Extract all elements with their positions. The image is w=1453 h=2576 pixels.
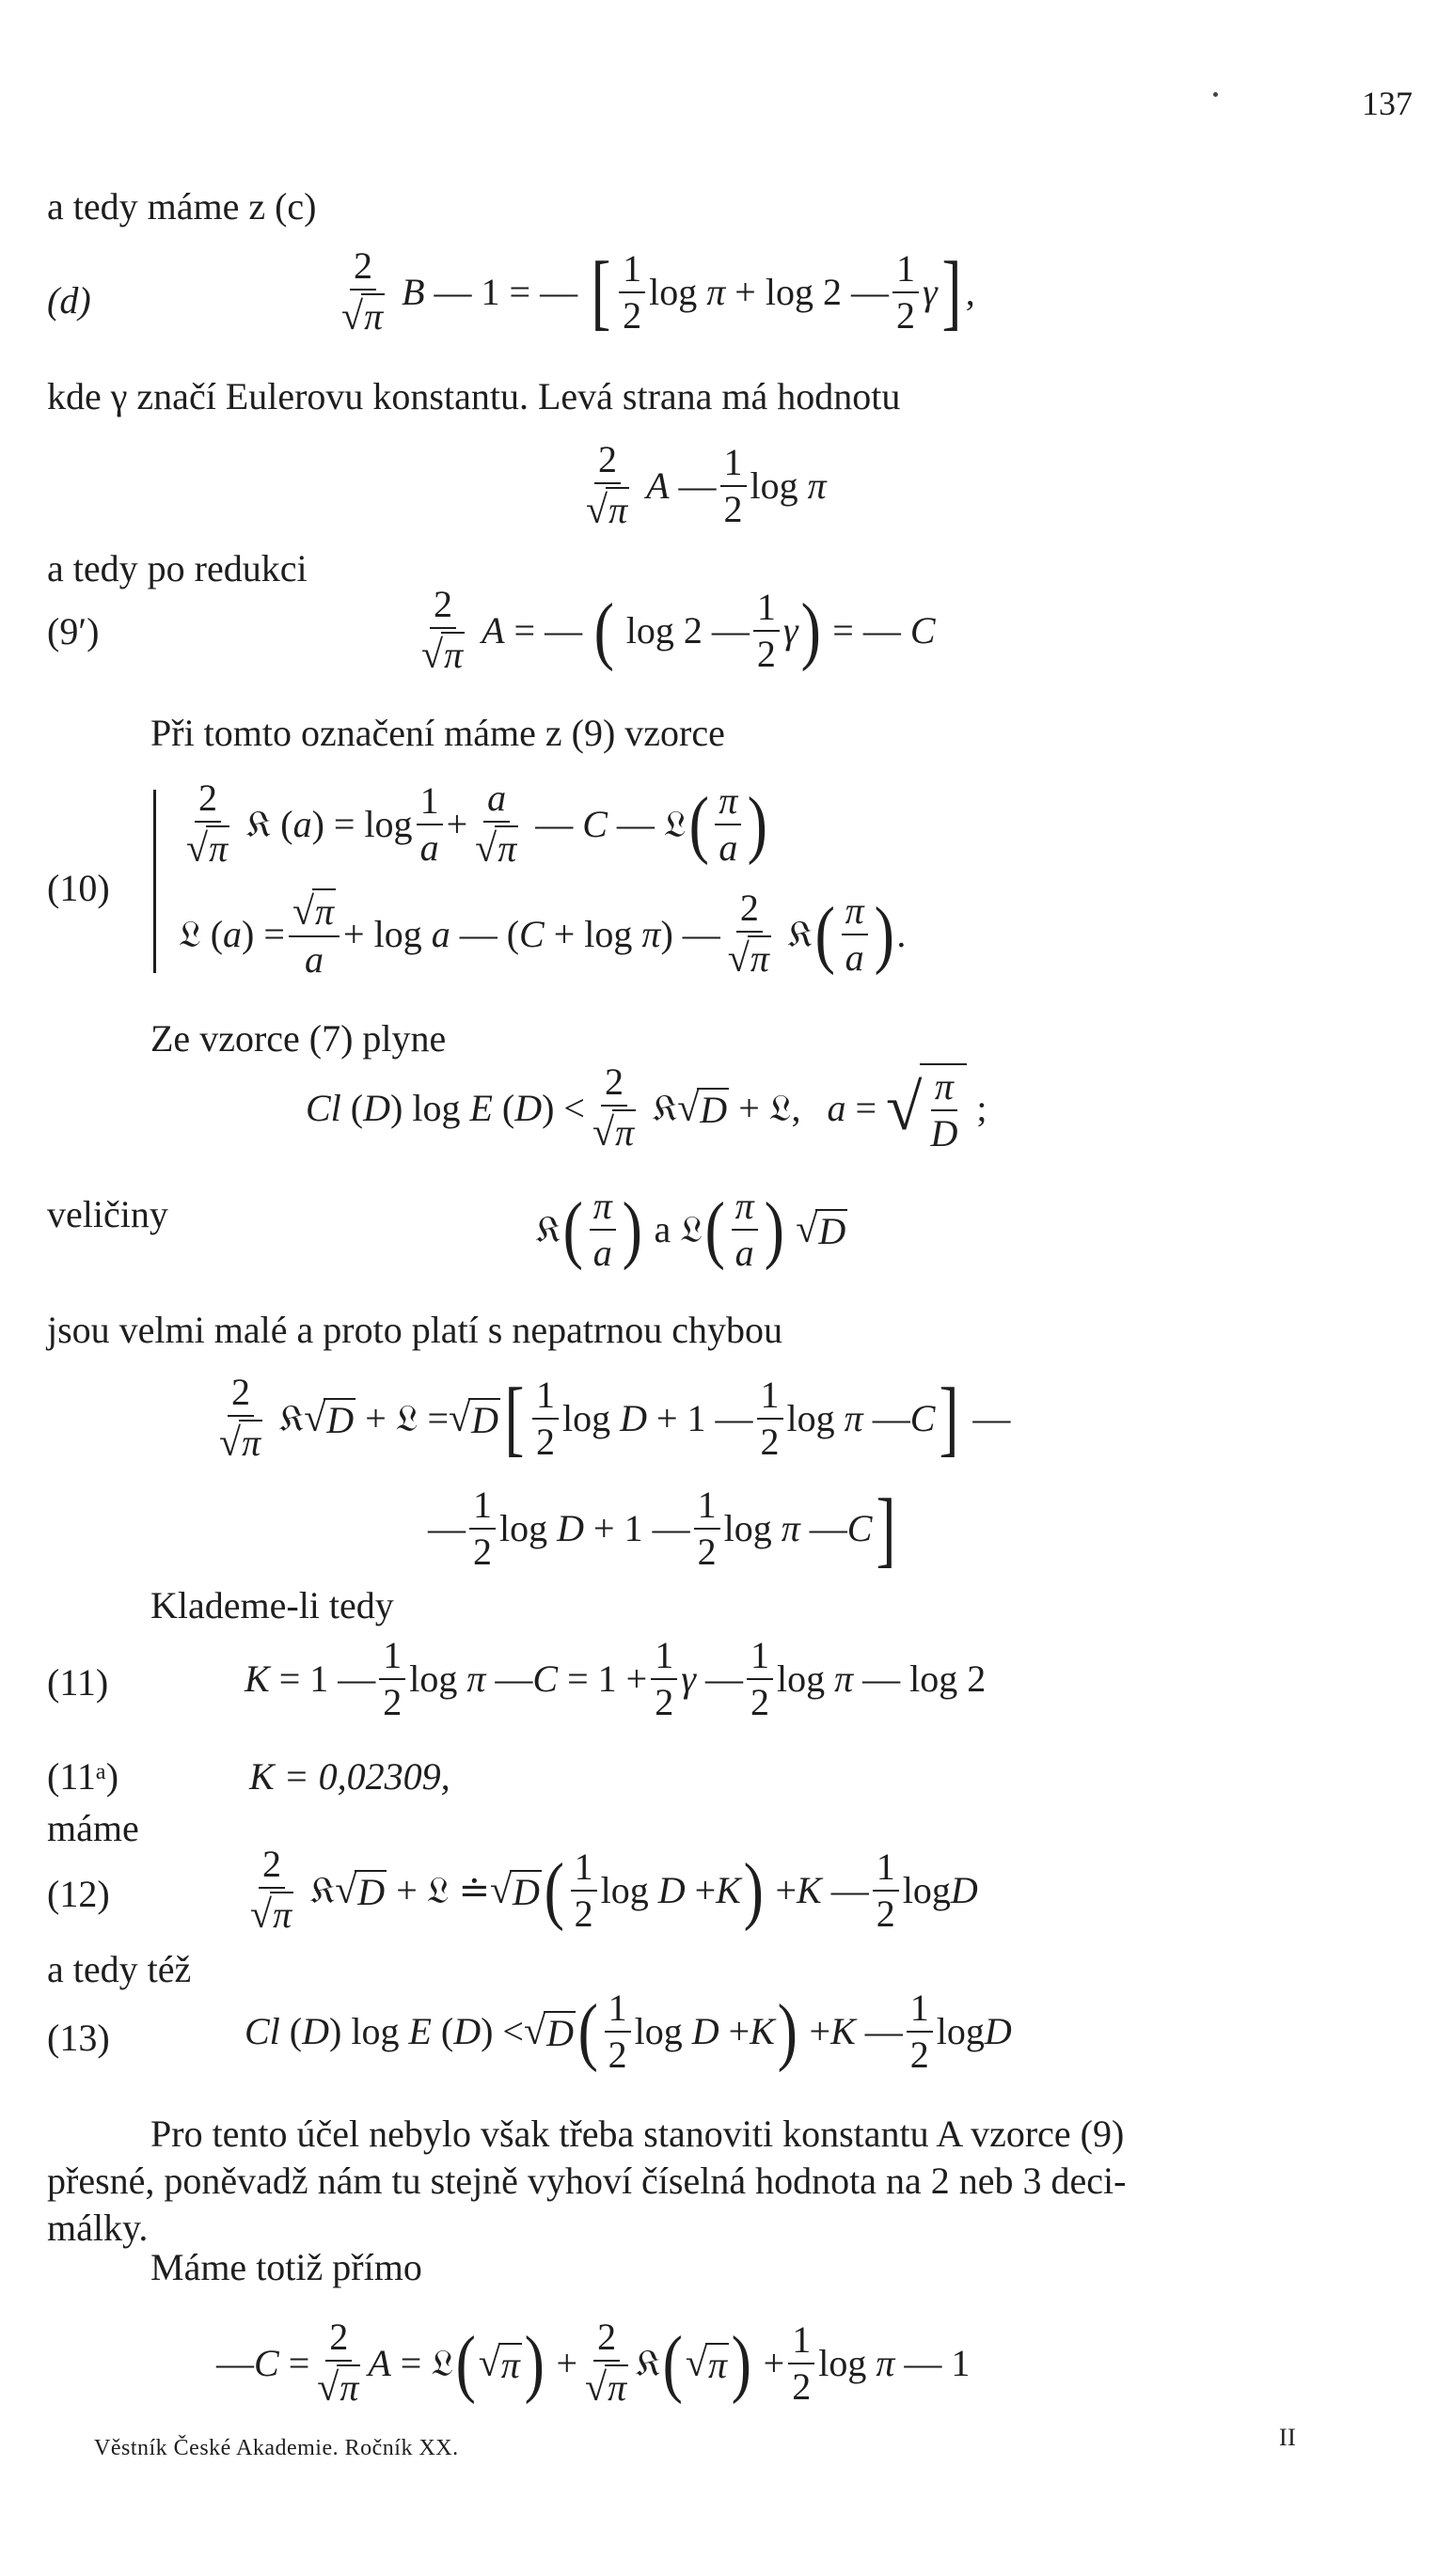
equation-from-7: Cl ( D ) log E ( D ) < $\frac{2}{√\pi}$ 𝔎 √ D + 𝔏, a = √ $\frac{\pi}{D}$ ; [306, 1060, 987, 1154]
equation-left-side: $\frac{2}{√\pi}$ A — $\frac{1}{2}$ log π [586, 438, 827, 532]
equation-approx-line1: $\frac{2}{√\pi}$ 𝔎 √ D + 𝔏 = √ D [ $\frac{1}{2}$ log D + 1 — $\frac{1}{2}$ log π — C ] — [219, 1371, 1011, 1466]
text-line: máme [47, 1807, 139, 1849]
text-line: Klademe-li tedy [150, 1584, 394, 1626]
footer-journal: Věstník České Akademie. Ročník XX. [94, 2436, 459, 2460]
equation-approx-line2: — $\frac{1}{2}$ log D + 1 — $\frac{1}{2}$ log π — C ] [428, 1482, 896, 1576]
equation-label: (10) [47, 867, 110, 909]
equation-9-prime: $\frac{2}{√\pi}$ A = — ( log 2 — $\frac{1}{2}$ γ ) = — C [421, 583, 936, 677]
paragraph-line: Pro tento účel nebylo však třeba stanoviti konstantu A vzorce (9) [150, 2113, 1125, 2155]
equation-11: K = 1 — $\frac{1}{2}$ log π — C = 1 + $\frac{1}{2}$ γ — $\frac{1}{2}$ log π — log 2 [245, 1634, 987, 1723]
system-brace [153, 790, 156, 973]
text-line: a tedy po redukci [47, 547, 308, 589]
paragraph-line: přesné, poněvadž nám tu stejně vyhoví číselná hodnota na 2 neb 3 deci- [47, 2160, 1127, 2202]
page-number: 137 [1362, 85, 1413, 122]
equation-13: Cl ( D ) log E ( D ) < √ D ( $\frac{1}{2}$ log D + K ) + K — $\frac{1}{2}$ log D [245, 1987, 1012, 2076]
ink-dot [1213, 92, 1218, 97]
footer-sheet: II [1279, 2424, 1297, 2451]
equation-label: (12) [47, 1873, 110, 1915]
text-line: kde γ značí Eulerovu konstantu. Levá strana má hodnotu [47, 375, 901, 417]
equation-label: (9′) [47, 610, 100, 652]
equation-10a: $\frac{2}{√\pi}$ 𝔎 ( a ) = log $\frac{1}{a}$ + $\frac{a}{√\pi}$ — C — 𝔏 ( $\frac{\pi}{a}$ ) [186, 777, 768, 871]
equation-label: (13) [47, 2017, 110, 2059]
text-line: a tedy máme z (c) [47, 185, 317, 228]
text-line: jsou velmi malé a proto platí s nepatrnou chybou [47, 1309, 783, 1351]
text-line: a tedy též [47, 1948, 192, 1990]
equation-label: (11) [47, 1661, 109, 1704]
text-line: Ze vzorce (7) plyne [150, 1017, 447, 1060]
text-line: veličiny [47, 1193, 168, 1235]
equation-final: — C = $\frac{2}{√\pi}$ A = 𝔏 ( √ π ) + $\frac{2}{√\pi}$ 𝔎 ( √ π ) + $\frac{1}{2}$ log π — 1 [216, 2316, 971, 2410]
paragraph-line: málky. [47, 2207, 149, 2249]
equation-12: $\frac{2}{√\pi}$ 𝔎 √ D + 𝔏 ≐ √ D ( $\frac{1}{2}$ log D + K ) + K — $\frac{1}{2}$ log D [250, 1843, 978, 1937]
equation-d: $\frac{2}{√\pi}$ B — 1 = — [ $\frac{1}{2}$ log π + log 2 — $\frac{1}{2}$ γ ] , [341, 244, 975, 339]
equation-quantities: 𝔎 ( $\frac{\pi}{a}$ ) a 𝔏 ( $\frac{\pi}{a}$ ) √ D [536, 1185, 846, 1274]
equation-label: (d) [47, 279, 91, 322]
equation-10b: 𝔏 ( a ) = $\frac{√\pi}{a}$ + log a — ( C + log π ) — $\frac{2}{√\pi}$ 𝔎 ( $\frac{\pi}{a}$ ) . [179, 887, 907, 982]
equation-11a: K = 0,02309, [249, 1755, 450, 1798]
text-line: Při tomto označení máme z (9) vzorce [150, 712, 725, 754]
paragraph-line: Máme totiž přímo [150, 2246, 422, 2288]
equation-label: (11ᵃ) [47, 1755, 119, 1798]
